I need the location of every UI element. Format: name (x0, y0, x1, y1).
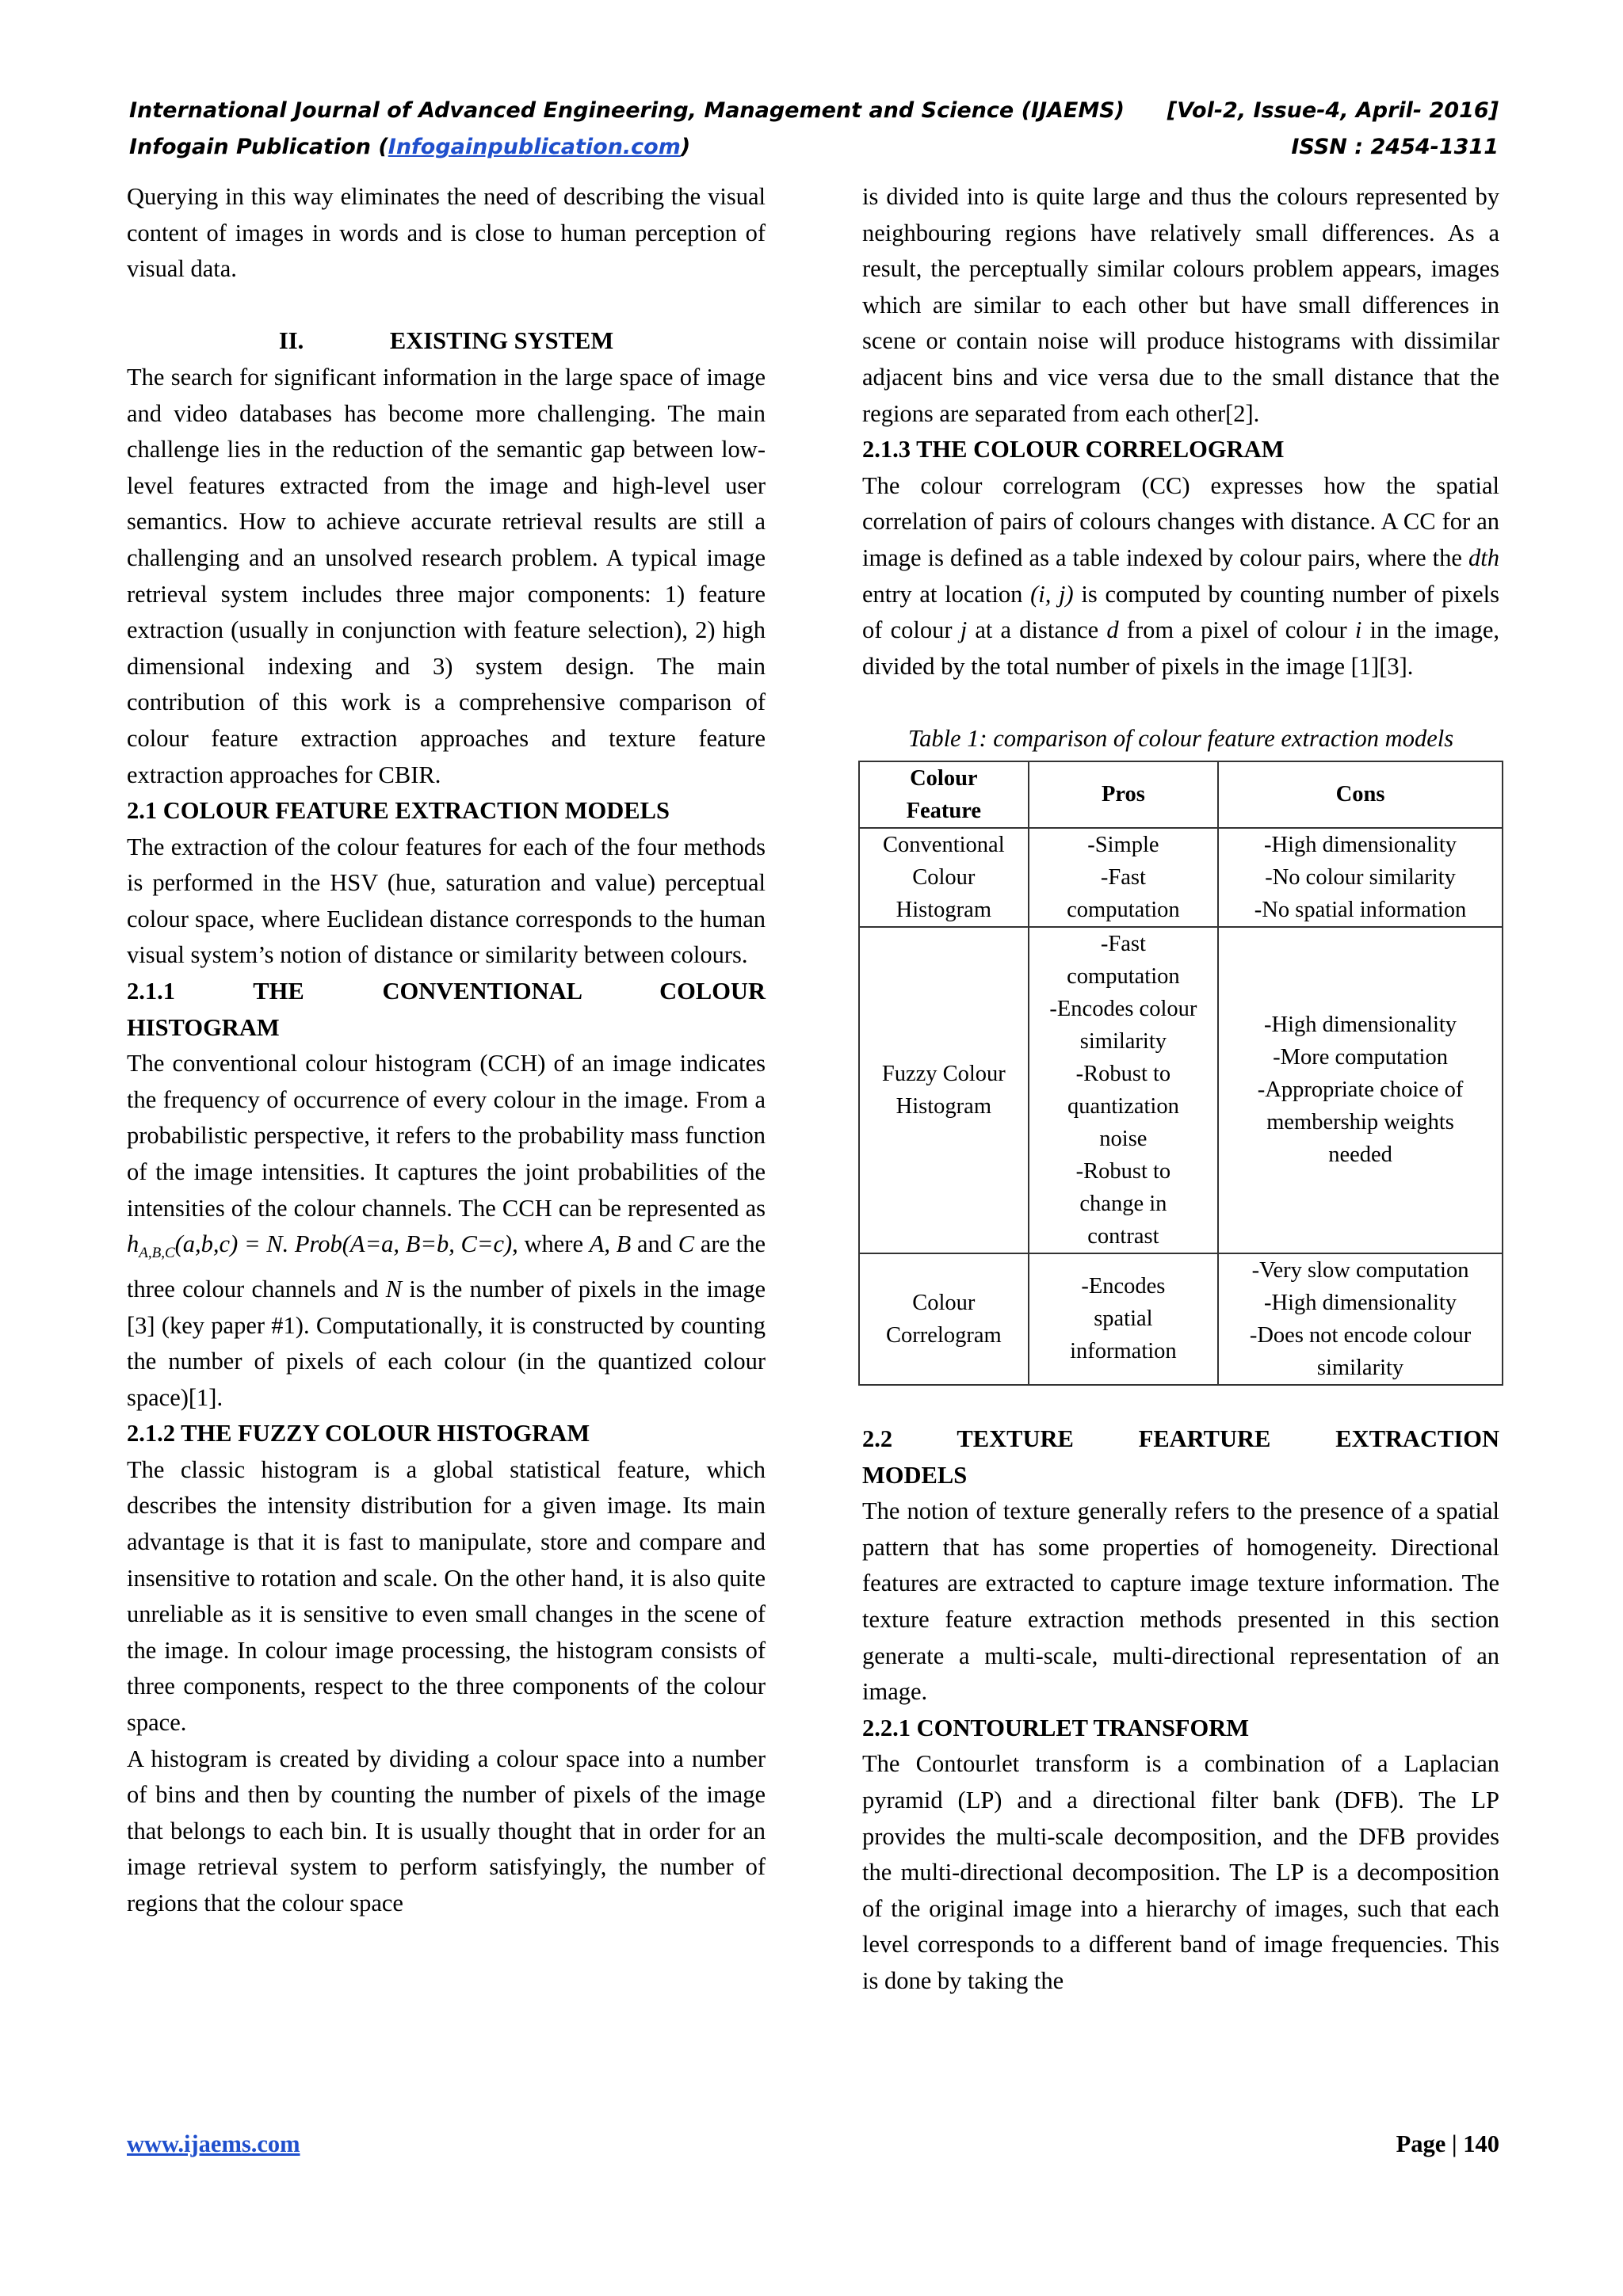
table-cell-text: Correlogram (886, 1322, 1002, 1348)
text-span: is computed by counting number of pixels of colour (862, 580, 1499, 644)
text-span: and (631, 1230, 678, 1258)
table-cell-name (859, 1253, 1029, 1385)
table-cell-text: noise (1099, 1126, 1148, 1151)
journal-website-link[interactable]: www.ijaems.com (127, 2130, 300, 2157)
formula (127, 1230, 518, 1262)
table-cell-text: -No colour similarity (1265, 864, 1456, 890)
table-cell-text: change in (1079, 1191, 1167, 1216)
spacer (862, 1386, 1499, 1422)
variable: N (385, 1275, 403, 1302)
table-cell-text: -High dimensionality (1264, 1013, 1457, 1037)
table-cell-text: -Does not encode colour (1249, 1322, 1472, 1348)
table-header-text: Cons (1335, 782, 1385, 807)
variable: d (1106, 616, 1119, 644)
text-span: entry at location (862, 580, 1031, 608)
heading-2-1-1-line2: HISTOGRAM (127, 1013, 280, 1041)
journal-title: International Journal of Advanced Engineering, Management and Science (IJAEMS) (129, 98, 1125, 123)
table-cell-text: -Simple (1087, 832, 1159, 857)
page-number: Page | 140 (1396, 2130, 1499, 2157)
table-cell-text: Conventional (883, 832, 1005, 857)
table-header-text: Feature (906, 798, 982, 823)
table-caption: Table 1: comparison of colour feature extraction models (907, 724, 1454, 752)
paragraph-2-2: The notion of texture generally refers to the presence of a spatial pattern that has some properties of homogeneity. Directional features are extracted to capture image texture information. The texture feature extraction methods presented in this section generate a multi-scale, multi-directional representation of an image. (862, 1497, 1499, 1706)
paragraph-2-1-3 (862, 468, 1499, 685)
table-row (859, 828, 1503, 927)
table-cell-text: computation (1067, 963, 1180, 989)
table-cell-name (859, 927, 1029, 1253)
table-cell-text: spatial (1094, 1306, 1153, 1331)
table-cell-text: -Very slow computation (1251, 1257, 1469, 1283)
text-span: are the three colour channels and (127, 1230, 766, 1302)
intro-paragraph: Querying in this way eliminates the need of describing the visual content of images in words and is close to human perception of visual data. (127, 183, 766, 283)
text-span: The colour correlogram (CC) expresses how the spatial correlation of pairs of colours changes with distance. A CC for an image is defined as a table indexed by colour pairs, where the (862, 471, 1499, 571)
issn: ISSN : 2454-1311 (1291, 135, 1499, 159)
table-cell-text: quantization (1067, 1093, 1179, 1119)
table-cell-text: similarity (1079, 1028, 1167, 1054)
table-cell-pros (1029, 927, 1218, 1253)
table-cell-text: needed (1328, 1142, 1392, 1167)
left-column (127, 179, 766, 1922)
text-span: in the image, divided by the total number of pixels in the image [1][3]. (862, 616, 1499, 680)
text-span: is the number of pixels in the image [3] (key paper #1). Computationally, it is constructed by counting the number of pixels of each colour (in the quantized colour space)[1]. (127, 1275, 766, 1411)
formula-subscript: A,B,C (139, 1245, 175, 1262)
table-cell-text: Colour (912, 864, 976, 890)
paragraph-2-1-2-b: A histogram is created by dividing a colour space into a number of bins and then by counting the number of pixels of the image that belongs to each bin. It is usually thought that in order for an image retrieval system to perform satisfyingly, the number of regions that the colour space (127, 1745, 766, 1917)
publisher-link[interactable]: Infogainpublication.com (388, 135, 681, 159)
heading-2-1: 2.1 COLOUR FEATURE EXTRACTION MODELS (127, 797, 670, 825)
spacer (862, 685, 1499, 721)
table-cell-text: similarity (1316, 1355, 1404, 1380)
table-cell-pros (1029, 1253, 1218, 1385)
section-number: II. (278, 327, 304, 355)
table-cell-text: -Fast (1100, 864, 1146, 890)
formula-body: (a,b,c) = N. Prob(A=a, B=b, C=c), (174, 1230, 518, 1258)
text-span: The conventional colour histogram (CCH) of an image indicates the frequency of occurrence of every colour in the image. From a probabilistic perspective, it refers to the probability mass function of the image intensities. It captures the joint probabilities of the intensities of the colour channels. The CCH can be represented as (127, 1050, 766, 1222)
table-cell-pros (1029, 828, 1218, 927)
table-cell-text: -High dimensionality (1264, 1290, 1457, 1315)
table-cell-cons (1218, 828, 1503, 927)
variable: (i, j) (1030, 580, 1074, 608)
text-span: at a distance (967, 616, 1107, 644)
paragraph-2-1-2-a: The classic histogram is a global statistical feature, which describes the intensity distribution for a given image. Its main advantage is that it is fast to manipulate, store and compare and insensitive to rotation and scale. On the other hand, it is also quite unreliable as it is sensitive to even small changes in the scene of the image. In colour image processing, the histogram consists of three components, respect to the three components of the colour space. (127, 1455, 766, 1737)
table-cell-text: Histogram (896, 897, 991, 922)
table-cell-text: information (1070, 1339, 1177, 1363)
variable: C (678, 1230, 695, 1258)
comparison-table (858, 761, 1503, 1386)
table-cell-text: -High dimensionality (1264, 832, 1457, 857)
variable: A, B (589, 1230, 632, 1258)
table-header-row (859, 761, 1503, 828)
text-span: from a pixel of colour (1118, 616, 1355, 644)
heading-2-1-2: 2.1.2 THE FUZZY COLOUR HISTOGRAM (127, 1420, 590, 1447)
table-cell-cons (1218, 927, 1503, 1253)
table-header-cell (1029, 761, 1218, 828)
heading-2-1-3: 2.1.3 THE COLOUR CORRELOGRAM (862, 436, 1285, 463)
table-cell-text: -Encodes (1081, 1274, 1166, 1299)
table-cell-text: -Fast (1100, 931, 1146, 956)
table-header-text: Pros (1101, 782, 1145, 807)
text-span: where (517, 1230, 590, 1258)
table-cell-text: -More computation (1273, 1045, 1448, 1070)
variable: j (960, 616, 968, 644)
table-row (859, 1253, 1503, 1385)
heading-2-2-1: 2.2.1 CONTOURLET TRANSFORM (862, 1714, 1250, 1741)
paragraph-2-2-1: The Contourlet transform is a combination of a Laplacian pyramid (LP) and a directional filter bank (DFB). The LP provides the multi-scale decomposition, and the DFB provides the multi-directional decomposition. The LP is a decomposition of the original image into a hierarchy of images, such that each level corresponds to a different band of image frequencies. This is done by taking the (862, 1750, 1499, 1994)
publisher-suffix: ) (680, 135, 691, 159)
existing-system-paragraph: The search for significant information in the large space of image and video databases has become more challenging. The main challenge lies in the reduction of the semantic gap between low-level features extracted from the image and high-level user semantics. How to achieve accurate retrieval results are still a challenging and an unsolved research problem. A typical image retrieval system includes three major components: 1) feature extraction (usually in conjunction with feature selection), 2) high dimensional indexing and 3) system design. The main contribution of this work is a comprehensive comparison of colour feature extraction approaches and texture feature extraction approaches for CBIR. (127, 363, 766, 788)
table-cell-text: -Robust to (1075, 1061, 1171, 1086)
table-cell-text: computation (1067, 897, 1180, 922)
table-header-cell (1218, 761, 1503, 828)
volume-info: [Vol-2, Issue-4, April- 2016] (1167, 98, 1499, 123)
table-cell-name (859, 828, 1029, 927)
heading-2-2-line1: 2.2 TEXTURE FEARTURE EXTRACTION (862, 1425, 1499, 1453)
formula-h: h (127, 1230, 139, 1258)
table-header-cell (859, 761, 1029, 828)
table-header-text: Colour (910, 765, 978, 791)
table-cell-cons (1218, 1253, 1503, 1385)
variable: i (1354, 616, 1362, 644)
table-cell-text: -No spatial information (1254, 897, 1467, 922)
heading-2-1-1-line1: 2.1.1 THE CONVENTIONAL COLOUR (127, 978, 766, 1005)
table-cell-text: contrast (1087, 1223, 1159, 1249)
publisher-prefix: Infogain Publication ( (129, 135, 388, 159)
table-cell-text: -Appropriate choice of (1257, 1077, 1464, 1102)
table-body (859, 828, 1503, 1385)
table-cell-text: membership weights (1266, 1110, 1454, 1135)
variable: dth (1468, 543, 1499, 571)
table-cell-text: -Encodes colour (1049, 996, 1197, 1021)
table-row (859, 927, 1503, 1253)
table-cell-text: Colour (912, 1290, 976, 1315)
table-cell-text: Fuzzy Colour (881, 1061, 1006, 1086)
spacer (127, 288, 766, 324)
paragraph-2-1-1 (127, 1046, 766, 1416)
publisher-line (129, 135, 690, 159)
paragraph-2-1: The extraction of the colour features for each of the four methods is performed in the HSV (hue, saturation and value) perceptual colour space, where Euclidean distance corresponds to the human visual system’s notion of distance or similarity between colours. (127, 833, 766, 969)
right-column (862, 179, 1499, 2000)
section-heading-existing-system (127, 323, 766, 360)
section-title: EXISTING SYSTEM (389, 327, 614, 355)
table-cell-text: -Robust to (1075, 1158, 1171, 1184)
heading-2-2-line2: MODELS (862, 1461, 968, 1489)
table-cell-text: Histogram (896, 1093, 991, 1119)
continued-paragraph: is divided into is quite large and thus the colours represented by neighbouring regions have relatively small differences. As a result, the perceptually similar colours problem appears, images which are similar to each other but have small differences in scene or contain noise will produce histograms with dissimilar adjacent bins and vice versa due to the small distance that the regions are separated from each other[2]. (862, 183, 1499, 427)
